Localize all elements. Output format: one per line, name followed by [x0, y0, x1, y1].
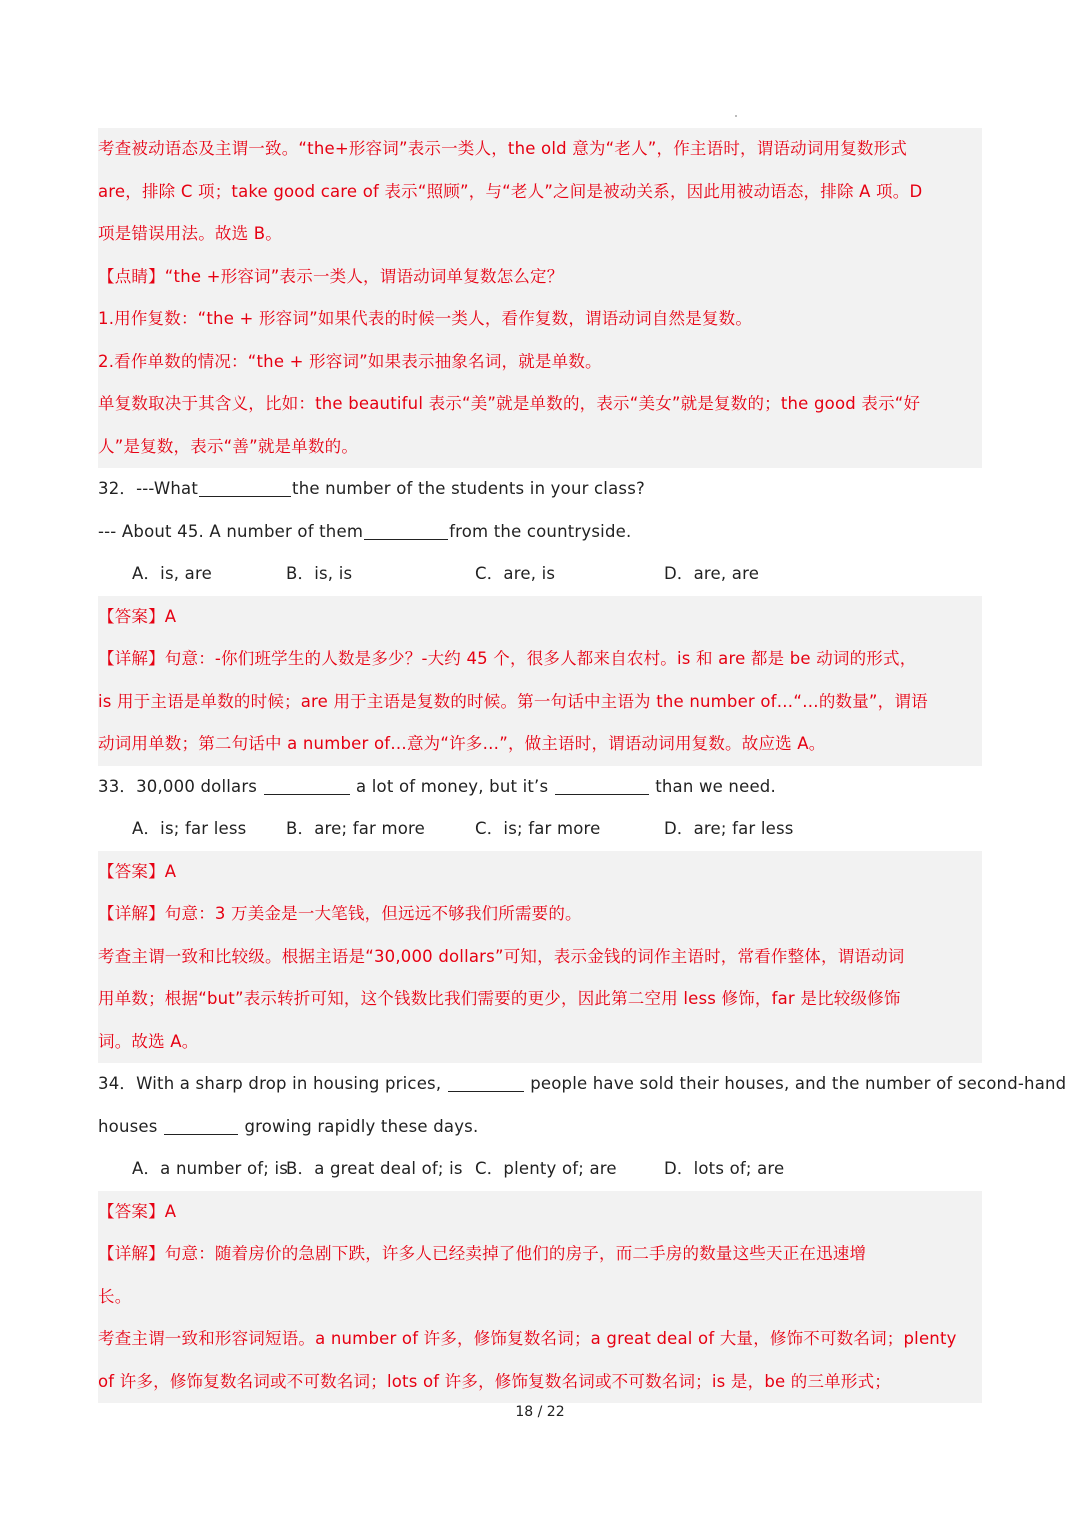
blank: [448, 1077, 524, 1092]
question-34-line2: houses growing rapidly these days.: [98, 1116, 479, 1136]
explanation-line: 词。故选 A。: [98, 1031, 199, 1051]
explanation-line: 【详解】句意：3 万美金是一大笔钱，但远远不够我们所需要的。: [98, 904, 582, 923]
question-32-options: [98, 553, 982, 596]
blank: [364, 525, 448, 540]
option-a: A．is, are: [132, 564, 212, 583]
option-c: C．are, is: [475, 564, 556, 583]
blank: [264, 780, 350, 795]
question-33-line1: 33．30,000 dollars a lot of money, but it’s than we need.: [98, 776, 776, 796]
option-c: C．plenty of; are: [475, 1159, 617, 1178]
explanation-line: 考查主谓一致和形容词短语。a number of 许多，修饰复数名词；a great deal of 大量，修饰不可数名词；plenty: [98, 1329, 957, 1348]
explanation-line: 考查主谓一致和比较级。根据主语是“30,000 dollars”可知，表示金钱的词作主语时，常看作整体，谓语动词: [98, 946, 905, 966]
tip-heading: 【点睛】“the +形容词”表示一类人，谓语动词单复数怎么定？: [98, 266, 564, 286]
explanation-line: are，排除 C 项；take good care of 表示“照顾”，与“老人”之间是被动关系，因此用被动语态，排除 A 项。D: [98, 181, 923, 201]
question-34-options: [98, 1148, 982, 1191]
answer-block-31: [98, 128, 982, 468]
blank: [555, 780, 649, 795]
option-d: D．are, are: [664, 564, 760, 583]
answer-label: 【答案】A: [98, 1201, 177, 1221]
answer-block-33: [98, 851, 982, 1064]
option-b: B．is, is: [286, 564, 353, 583]
question-33-options: [98, 808, 982, 851]
tip-line: 1.用作复数：“the + 形容词”如果代表的时候一类人，看作复数，谓语动词自然是复数。: [98, 309, 753, 328]
answer-label: 【答案】A: [98, 606, 177, 626]
question-32-line2: --- About 45. A number of them from the countryside.: [98, 521, 632, 541]
tip-line: 单复数取决于其含义，比如：the beautiful 表示“美”就是单数的，表示“美女”就是复数的；the good 表示“好: [98, 394, 921, 413]
option-c: C．is; far more: [475, 819, 601, 838]
answer-block-34: [98, 1191, 982, 1404]
explanation-line: 项是错误用法。故选 B。: [98, 224, 282, 243]
scan-dot: [735, 115, 737, 117]
explanation-line: 动词用单数；第二句话中 a number of…意为“许多…”，做主语时，谓语动词用复数。故应选 A。: [98, 734, 826, 753]
explanation-line: 长。: [98, 1286, 132, 1306]
option-a: A．a number of; is: [132, 1159, 289, 1178]
answer-label: 【答案】A: [98, 861, 177, 881]
blank: [199, 482, 291, 497]
document-page: [98, 128, 1067, 1403]
question-34-line1: 34．With a sharp drop in housing prices, people have sold their houses, and the number of second-hand: [98, 1074, 1067, 1093]
page-number: 18 / 22: [515, 1404, 565, 1420]
tip-line: 人”是复数，表示“善”就是单数的。: [98, 436, 359, 456]
blank: [164, 1120, 238, 1135]
option-a: A．is; far less: [132, 819, 247, 838]
explanation-line: 【详解】句意：-你们班学生的人数是多少？-大约 45 个，很多人都来自农村。is 和 are 都是 be 动词的形式，: [98, 649, 917, 668]
explanation-line: 【详解】句意：随着房价的急剧下跌，许多人已经卖掉了他们的房子，而二手房的数量这些天正在迅速增: [98, 1244, 867, 1263]
option-d: D．lots of; are: [664, 1159, 785, 1178]
answer-block-32: [98, 596, 982, 766]
explanation-line: 考查被动语态及主谓一致。“the+形容词”表示一类人，the old 意为“老人”，作主语时，谓语动词用复数形式: [98, 139, 908, 158]
explanation-line: of 许多，修饰复数名词或不可数名词；lots of 许多，修饰复数名词或不可数名词；is 是，be 的三单形式；: [98, 1371, 891, 1391]
option-b: B．a great deal of; is: [286, 1159, 463, 1178]
question-32-line1: 32．---What the number of the students in your class?: [98, 479, 645, 498]
tip-line: 2.看作单数的情况：“the + 形容词”如果表示抽象名词，就是单数。: [98, 351, 602, 371]
explanation-line: is 用于主语是单数的时候；are 用于主语是复数的时候。第一句话中主语为 the number of…“…的数量”，谓语: [98, 691, 928, 711]
explanation-line: 用单数；根据“but”表示转折可知，这个钱数比我们需要的更少，因此第二空用 less 修饰，far 是比较级修饰: [98, 989, 901, 1008]
option-b: B．are; far more: [286, 819, 425, 838]
option-d: D．are; far less: [664, 819, 794, 838]
